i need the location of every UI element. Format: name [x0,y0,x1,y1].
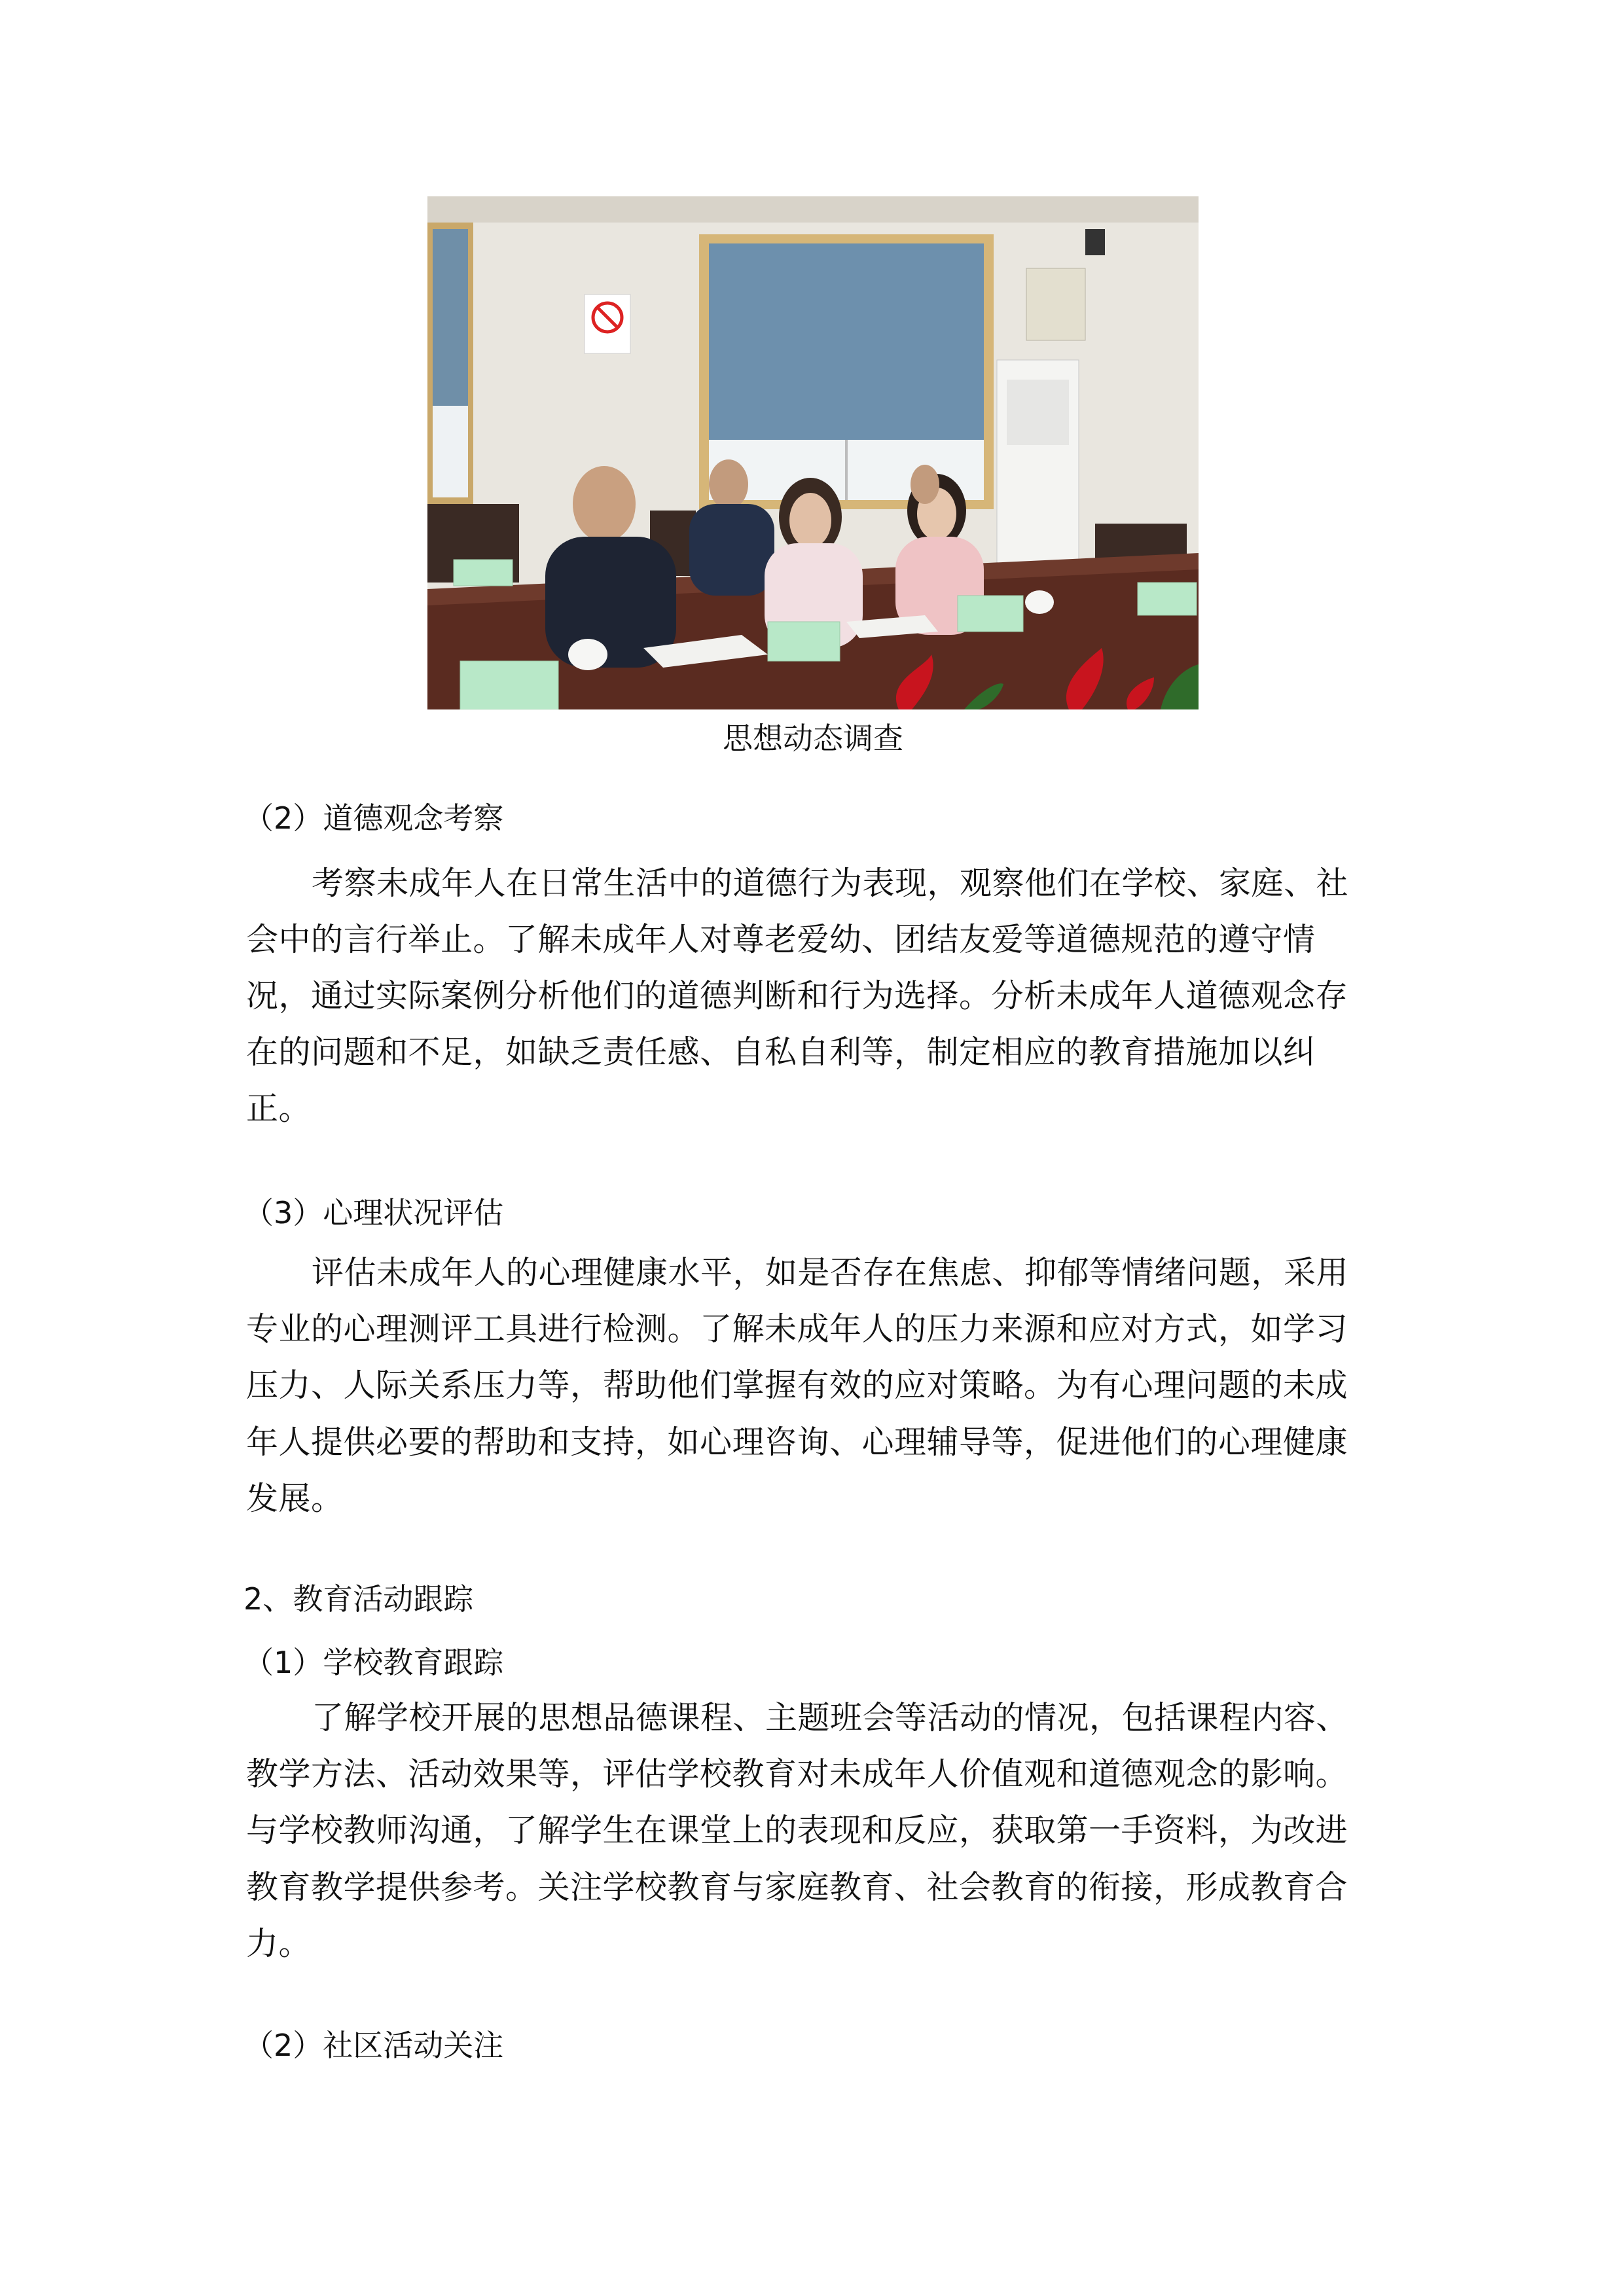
paragraph-line: 压力、人际关系压力等，帮助他们掌握有效的应对策略。为有心理问题的未成 [246,1367,1348,1404]
paragraph-line: 会中的言行举止。了解未成年人对尊老爱幼、团结友爱等道德规范的遵守情 [246,921,1316,958]
section-heading-community: （2）社区活动关注 [244,2028,504,2063]
paragraph-line: 专业的心理测评工具进行检测。了解未成年人的压力来源和应对方式，如学习 [246,1310,1348,1348]
section-heading-psych: （3）心理状况评估 [244,1195,504,1230]
paragraph-line: 况，通过实际案例分析他们的道德判断和行为选择。分析未成年人道德观念存 [246,977,1348,1014]
paragraph-line: 正。 [246,1090,312,1127]
photo-caption: 思想动态调查 [723,721,903,756]
section-heading-tracking: 2、教育活动跟踪 [244,1581,474,1617]
section-heading-school: （1）学校教育跟踪 [244,1645,504,1680]
paragraph-line: 力。 [246,1925,312,1962]
paragraph-line: 评估未成年人的心理健康水平，如是否存在焦虑、抑郁等情绪问题，采用 [312,1254,1349,1291]
paragraph-line: 在的问题和不足，如缺乏责任感、自私自利等，制定相应的教育措施加以纠 [246,1033,1316,1071]
paragraph-line: 发展。 [246,1480,344,1517]
paragraph-line: 了解学校开展的思想品德课程、主题班会等活动的情况，包括课程内容、 [312,1699,1349,1736]
paragraph-line: 考察未成年人在日常生活中的道德行为表现，观察他们在学校、家庭、社 [312,865,1349,902]
paragraph-line: 教育教学提供参考。关注学校教育与家庭教育、社会教育的衔接，形成教育合 [246,1869,1348,1906]
meeting-photo [427,196,1199,709]
paragraph-line: 年人提供必要的帮助和支持，如心理咨询、心理辅导等，促进他们的心理健康 [246,1424,1348,1461]
section-heading-moral: （2）道德观念考察 [244,800,504,836]
paragraph-line: 教学方法、活动效果等，评估学校教育对未成年人价值观和道德观念的影响。 [246,1755,1348,1793]
paragraph-line: 与学校教师沟通，了解学生在课堂上的表现和反应，获取第一手资料，为改进 [246,1812,1348,1849]
